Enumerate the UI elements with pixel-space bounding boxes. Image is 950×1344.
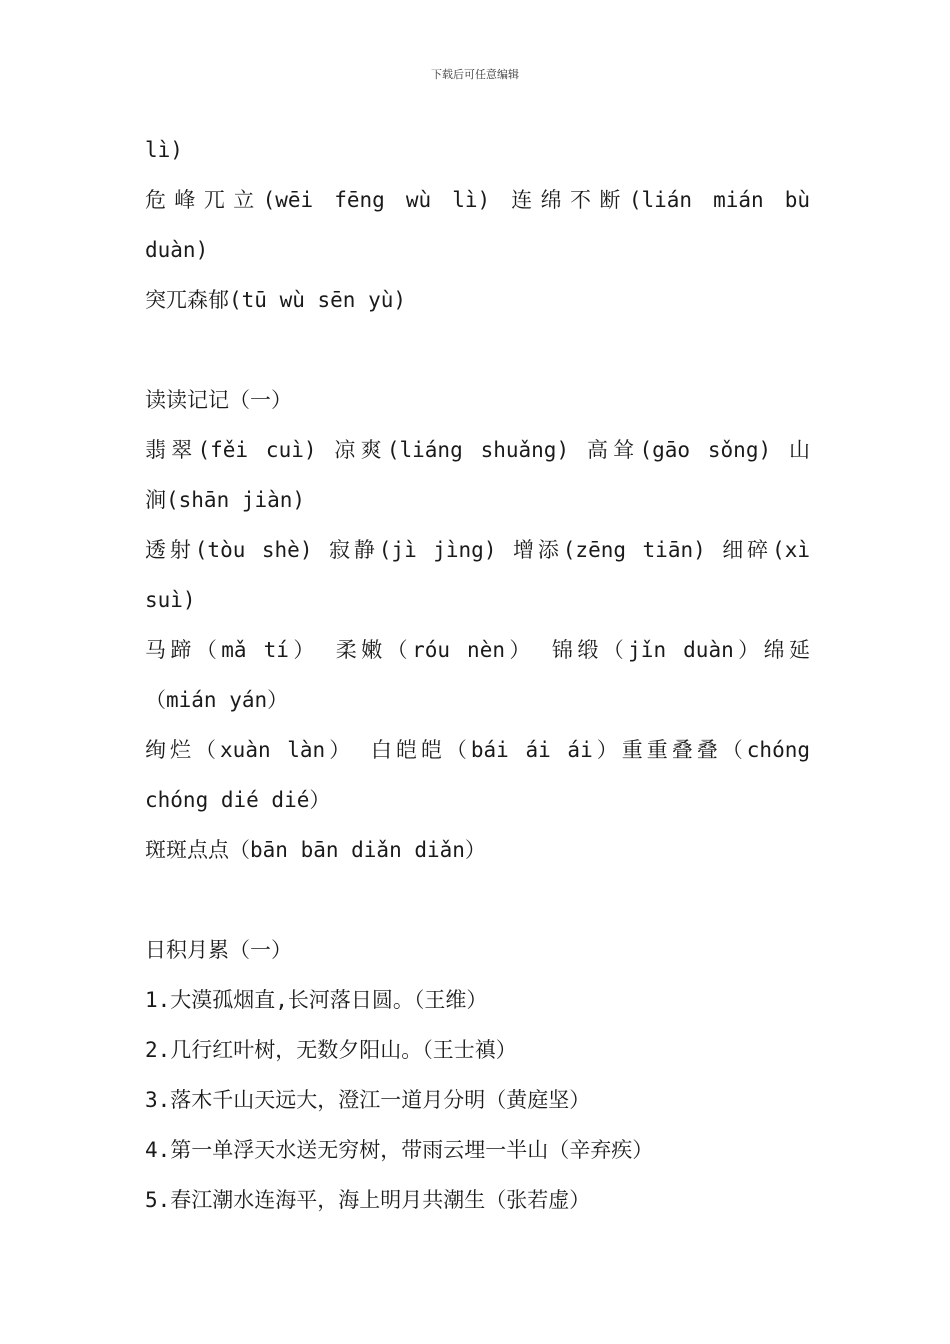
text-line: （mián yán）	[145, 688, 289, 712]
text-line: lì)	[145, 138, 183, 162]
text-line: 绚烂（xuàn làn） 白皑皑（bái ái ái）重重叠叠（chóng	[145, 738, 810, 762]
text-line: 危峰兀立(wēi fēng wù lì) 连绵不断(lián mián bù	[145, 188, 810, 212]
poem-line: 3.落木千山天远大，澄江一道月分明（黄庭坚）	[145, 1088, 591, 1112]
section-title: 日积月累（一）	[145, 938, 292, 962]
text-line: chóng dié dié）	[145, 788, 331, 812]
text-line: 透射(tòu shè) 寂静(jì jìng) 增添(zēng tiān) 细碎(xì	[145, 538, 810, 562]
poem-line: 4.第一单浮天水送无穷树，带雨云埋一半山（辛弃疾）	[145, 1138, 654, 1162]
page-header: 下载后可任意编辑	[431, 68, 519, 81]
poem-line: 2.几行红叶树，无数夕阳山。（王士禛）	[145, 1038, 517, 1062]
text-line: 斑斑点点（bān bān diǎn diǎn）	[145, 838, 486, 862]
text-line: suì)	[145, 588, 196, 612]
text-line: 马蹄（mǎ tí） 柔嫩（róu nèn） 锦缎（jǐn duàn）绵延	[145, 638, 810, 662]
section-title: 读读记记（一）	[145, 388, 292, 412]
text-line: 涧(shān jiàn)	[145, 488, 306, 512]
text-line: 翡翠(fěi cuì) 凉爽(liáng shuǎng) 高耸(gāo sǒng) 山	[145, 438, 810, 462]
text-line: 突兀森郁(tū wù sēn yù)	[145, 288, 407, 312]
poem-line: 1.大漠孤烟直,长河落日圆。（王维）	[145, 988, 488, 1012]
poem-line: 5.春江潮水连海平，海上明月共潮生（张若虚）	[145, 1188, 591, 1212]
spacer	[145, 325, 810, 375]
text-line: duàn)	[145, 238, 209, 262]
document-body	[145, 125, 810, 1225]
spacer	[145, 875, 810, 925]
